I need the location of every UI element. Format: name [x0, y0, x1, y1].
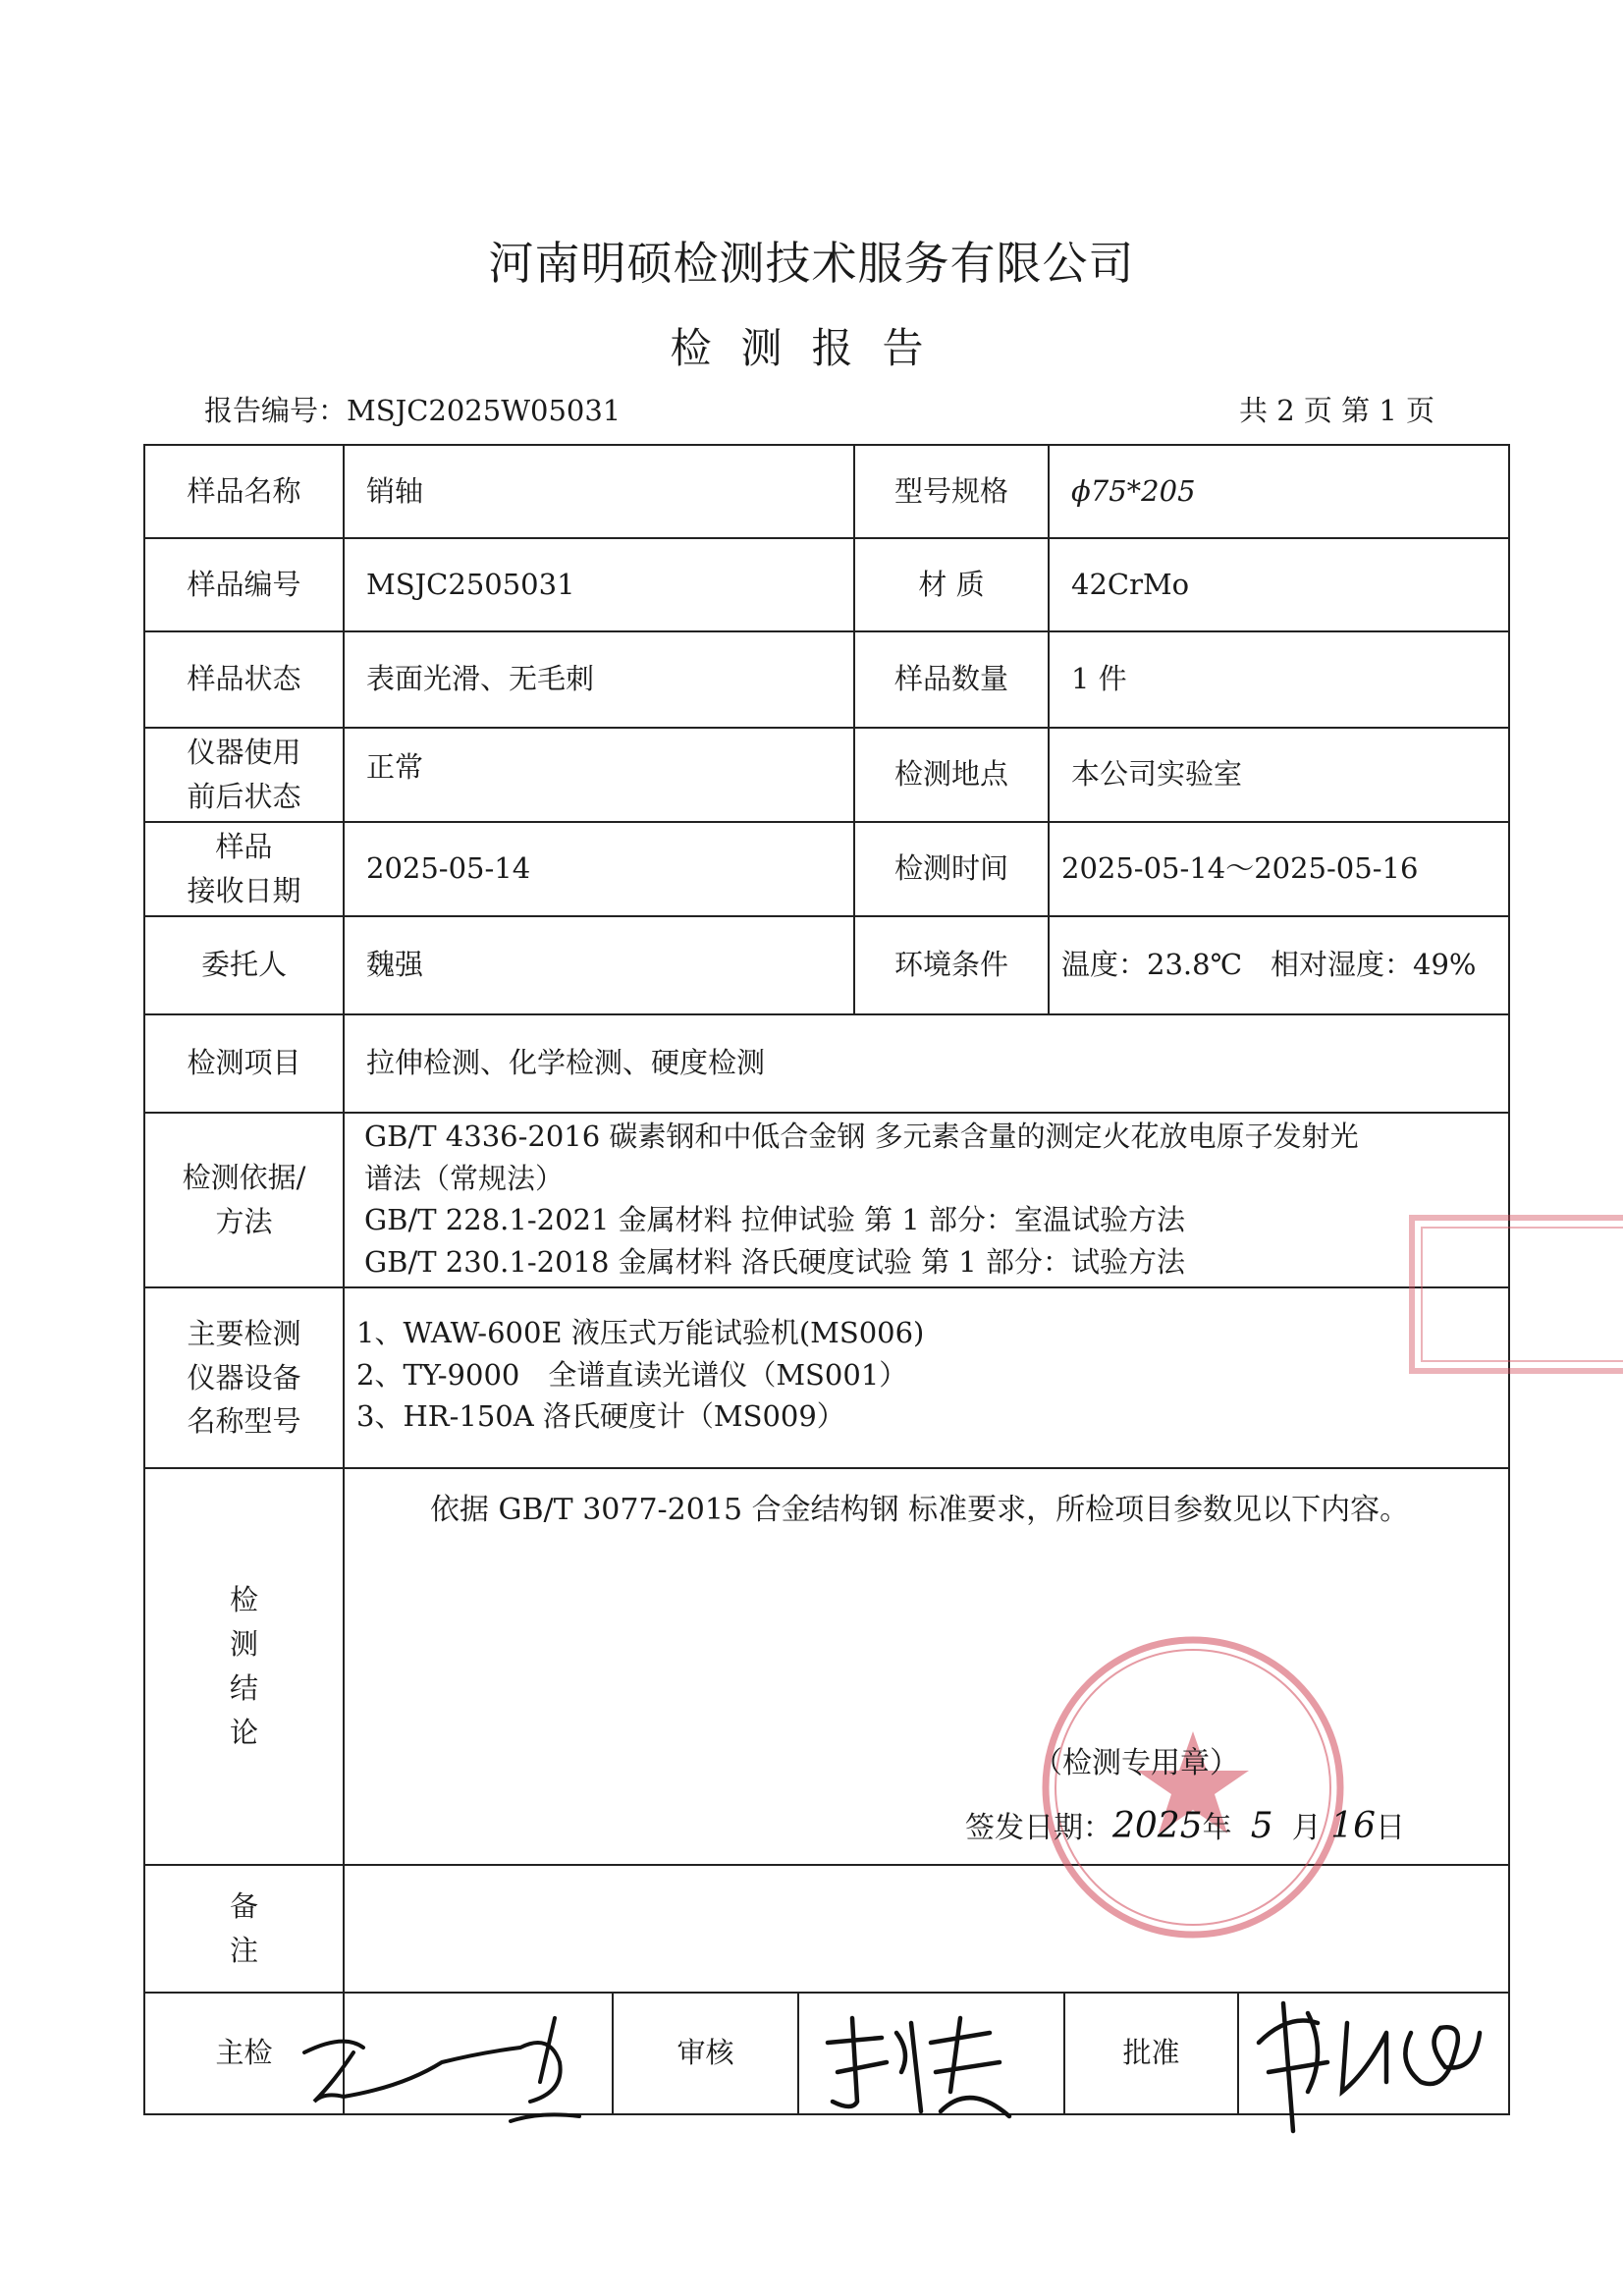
sample-name-value: 销轴: [366, 473, 424, 508]
issue-date-label: 签发日期：: [965, 1811, 1112, 1845]
cross-page-seal: [1408, 1214, 1623, 1375]
equipment-item: 3、HR-150A 洛氏硬度计（MS009）: [356, 1399, 845, 1434]
model-value: ϕ75*205: [1071, 473, 1196, 508]
test-basis-line: GB/T 230.1-2018 金属材料 洛氏硬度试验 第 1 部分：试验方法: [364, 1244, 1185, 1279]
equipment-label-line1: 主要检测: [187, 1316, 301, 1350]
material-value: 42CrMo: [1071, 567, 1190, 601]
equipment-label-line3: 名称型号: [187, 1404, 301, 1439]
sample-name-label: 样品名称: [187, 473, 301, 508]
sample-qty-label: 样品数量: [893, 662, 1008, 696]
conclusion-text: 依据 GB/T 3077-2015 合金结构钢 标准要求，所检项目参数见以下内容。: [430, 1493, 1410, 1527]
page-counter: 共 2 页 第 1 页: [1239, 394, 1434, 427]
test-basis-line: GB/T 228.1-2021 金属材料 拉伸试验 第 1 部分：室温试验方法: [364, 1203, 1185, 1237]
test-basis-label: [145, 1114, 343, 1286]
conclusion-label: [145, 1469, 343, 1864]
official-seal: [1031, 1625, 1355, 1949]
conclusion-label-char: 论: [229, 1715, 258, 1749]
approver-label: 批准: [1122, 2036, 1180, 2070]
reviewer-signature: [803, 2003, 1029, 2131]
receive-date-label-line1: 样品: [215, 830, 273, 864]
model-label: 型号规格: [893, 473, 1008, 508]
year-unit: 年: [1202, 1811, 1232, 1845]
instrument-state-value: 正常: [366, 750, 424, 785]
row-divider: [145, 1467, 1508, 1469]
test-basis-label-line1: 检测依据/: [182, 1161, 306, 1195]
remark-label: [145, 1866, 343, 1992]
test-time-label: 检测时间: [893, 851, 1008, 886]
issue-date: [965, 1803, 1405, 1846]
conclusion-label-char: 测: [229, 1627, 258, 1662]
report-number: [204, 389, 621, 429]
test-basis-line: 谱法（常规法）: [364, 1161, 565, 1195]
receive-date-label: [145, 823, 343, 915]
report-number-value: MSJC2025W05031: [347, 394, 622, 427]
test-basis-list: [345, 1114, 1508, 1286]
conclusion-label-char: 结: [229, 1671, 258, 1705]
environment-label: 环境条件: [893, 948, 1008, 982]
issue-month: 5: [1250, 1806, 1273, 1846]
sample-state-label: 样品状态: [187, 662, 301, 696]
equipment-label-line2: 仪器设备: [187, 1360, 301, 1394]
test-time-value: 2025-05-14～2025-05-16: [1061, 851, 1419, 886]
test-basis-line: GB/T 4336-2016 碳素钢和中低合金钢 多元素含量的测定火花放电原子发射光: [364, 1120, 1359, 1153]
client-label: 委托人: [200, 948, 287, 982]
issue-day: 16: [1330, 1806, 1377, 1846]
day-unit: 日: [1376, 1811, 1406, 1845]
issue-year: 2025: [1112, 1806, 1203, 1846]
col-divider: [797, 1992, 799, 2113]
document-title: 检测报告: [670, 324, 953, 372]
receive-date-label-line2: 接收日期: [187, 874, 301, 907]
inspector-label: 主检: [215, 2036, 273, 2070]
sample-qty-value: 1 件: [1071, 662, 1127, 696]
inspector-signature: [285, 1994, 599, 2141]
equipment-item: 1、WAW-600E 液压式万能试验机(MS006): [356, 1316, 925, 1349]
remark-label-char: 注: [229, 1934, 258, 1967]
approver-signature: [1239, 1974, 1494, 2141]
receive-date-value: 2025-05-14: [366, 851, 531, 886]
material-label: 材 质: [918, 567, 985, 601]
test-basis-label-line2: 方法: [215, 1205, 273, 1238]
remark-label-char: 备: [229, 1889, 258, 1924]
sample-state-value: 表面光滑、无毛刺: [366, 662, 595, 696]
sample-no-value: MSJC2505031: [366, 567, 575, 601]
equipment-item: 2、TY-9000 全谱直读光谱仪（MS001）: [356, 1357, 908, 1392]
instrument-state-label-line2: 前后状态: [187, 780, 301, 813]
conclusion-label-char: 检: [229, 1583, 258, 1617]
instrument-state-label: [145, 729, 343, 821]
report-number-label: 报告编号：: [204, 394, 348, 427]
client-value: 魏强: [366, 948, 424, 982]
instrument-state-label-line1: 仪器使用: [187, 736, 301, 770]
test-items-value: 拉伸检测、化学检测、硬度检测: [366, 1046, 766, 1080]
location-label: 检测地点: [893, 757, 1008, 792]
reviewer-label: 审核: [676, 2036, 734, 2070]
location-value: 本公司实验室: [1071, 757, 1243, 792]
company-name: 河南明硕检测技术服务有限公司: [488, 237, 1135, 290]
stamp-note: （检测专用章）: [1033, 1746, 1239, 1780]
test-items-label: 检测项目: [187, 1046, 301, 1080]
environment-value: 温度：23.8℃ 相对湿度：49%: [1061, 948, 1477, 982]
equipment-list: [345, 1288, 1508, 1467]
month-unit: 月: [1291, 1811, 1322, 1845]
sample-no-label: 样品编号: [187, 567, 301, 601]
equipment-label: [145, 1288, 343, 1467]
